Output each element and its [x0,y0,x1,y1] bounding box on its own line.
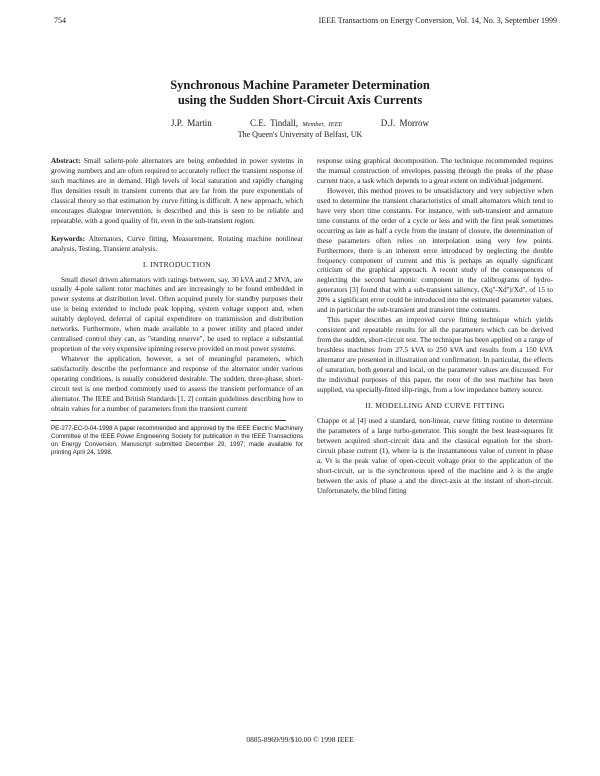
footnote: PE-277-EC-0-04-1998 A paper recommended and approved by the IEEE Electric Machinery Committee of the IEEE Power Engineering Society for publication in the IEEE Transactions on Energy Conversion. Manuscript submitted December 29, 1997; made available for printing April 24, 1998. [51,424,303,456]
intro-paragraph-1: Small diesel driven alternators with ratings between, say, 30 kVA and 2 MVA, are usually 4-pole salient rotor machines and are increasingly to be found embedded in power systems at distribution level. Often acquired purely for standby purposes their use is being extended to include peak lopping, system voltage support and, when suitably deployed, deferral of capital expenditure on transmission and distribution networks. Furthermore, when made available to a power utility and placed under centralised control they can, as "standing reserve", be used to replace a substantial proportion of the very expensive spinning reserve provided on most power systems. [51,274,303,354]
right-column [317,156,553,495]
page-number: 754 [54,16,66,25]
left-column [51,156,303,457]
right-paragraph-3: This paper describes an improved curve fitting technique which yields consistent and repeatable results for all the parameters which can be derived from the sudden, short-circuit test. The technique has been applied on a range of brushless machines from 27.5 kVA to 250 kVA and results from a 150 kVA alternator are presented in illustration and confirmation. In particular, the effects of saturation, both general and local, on the parameter values are discussed. For the individual purposes of this paper, the rotor of the test machine has been supplied, via specially-fitted slip-rings, from a low impedance battery source. [317,315,553,394]
intro-paragraph-2: Whatever the application, however, a set of meaningful parameters, which satisfactorily describe the performance and response of the alternator under various operating conditions, is usually considered desirable. The sudden, three-phase, short-circuit test is one method commonly used to assess the transient performance of an alternator. The IEEE and British Standards [1, 2] contain guidelines describing how to obtain values for a number of parameters from the transient current [51,354,303,413]
right-paragraph-2: However, this method proves to be unsatisfactory and very subjective when used to determine the transient characteristics of small alternators which tend to have very short time constants. For instance, with sub-transient and armature time constants of the order of a cycle or less and with the first peak sometimes occurring as late as half a cycle from the instant of closure, the determination of these parameters often relies on interpolation using very few points. Furthermore, there is an inherent error introduced by neglecting the double frequency component of current and this is perhaps an equally significant criticism of the graphical approach. A recent study of the consequences of neglecting the second harmonic component in the calibrograms of hydro-generators [3] found that with a sub-transient saliency, (Xq''-Xd'')/Xd'', of 15 to 20% a significant error could be introduced into the estimated parameter values, and in particular the sub-transient and transient time constants. [317,185,553,315]
right-paragraph-4: Chappe et al [4] used a standard, non-linear, curve fitting routine to determine the parameters of a large turbo-generator. This sought the best least-squares fit between acquired short-circuit data and the classical equation for the short-circuit phase current (1), where ia is the instantaneous value of current in phase a, Vt is the peak value of open-circuit voltage prior to the application of the short-circuit, ωr is the synchronous speed of the machine and λ is the angle between the axis of phase a and the direct-axis at the instant of short-circuit. Unfortunately, the blind fitting [317,415,553,495]
abstract-label: Abstract: [51,156,81,165]
paper-title-line-2: using the Sudden Short-Circuit Axis Currents [177,93,423,107]
section-heading-introduction: I. INTRODUCTION [142,259,212,269]
section-heading-modelling: II. MODELLING AND CURVE FITTING [365,400,505,410]
author-2: C.E. Tindall, [249,118,298,128]
author-3: D.J. Morrow [380,118,430,128]
footnote-divider [51,420,286,421]
keywords-text: Alternators, Curve fitting, Measurement, Rotating machine nonlinear analysis, Testing, Transient analysis. [51,233,304,253]
keywords-label: Keywords: [51,233,86,243]
right-paragraph-1: response using graphical decomposition. The technique recommended requires the manual construction of envelopes passing through the peaks of the phase current trace, a task which depends to a great extent on individual judgement. [317,156,553,185]
paper-title-line-1: Synchronous Machine Parameter Determination [170,78,430,92]
journal-header: IEEE Transactions on Energy Conversion, Vol. 14, No. 3, September 1999 [318,16,557,25]
copyright-footer: 0885-8969/99/$10.00 © 1998 IEEE [246,735,354,744]
author-1: J.P. Martin [170,118,212,128]
abstract [51,156,303,226]
author-2-role: Member, IEEE [302,121,343,128]
keywords [51,234,303,254]
affiliation: The Queen's University of Belfast, UK [237,130,363,139]
abstract-text: Small salient-pole alternators are being embedded in power systems in growing numbers and are often required to accurately reflect the transient response of such machines are in demand. High levels of local saturation and rapidly changing flux densities result in transient currents that are far from the pure exponentials of classical theory so that estimation by curve fitting is difficult. A new approach, which encourages dialogue intervention, is described and this is seen to be reliable and repeatable, with a good quality of fit, even in the sub-transient region. [51,156,303,225]
author-list [0,118,600,128]
